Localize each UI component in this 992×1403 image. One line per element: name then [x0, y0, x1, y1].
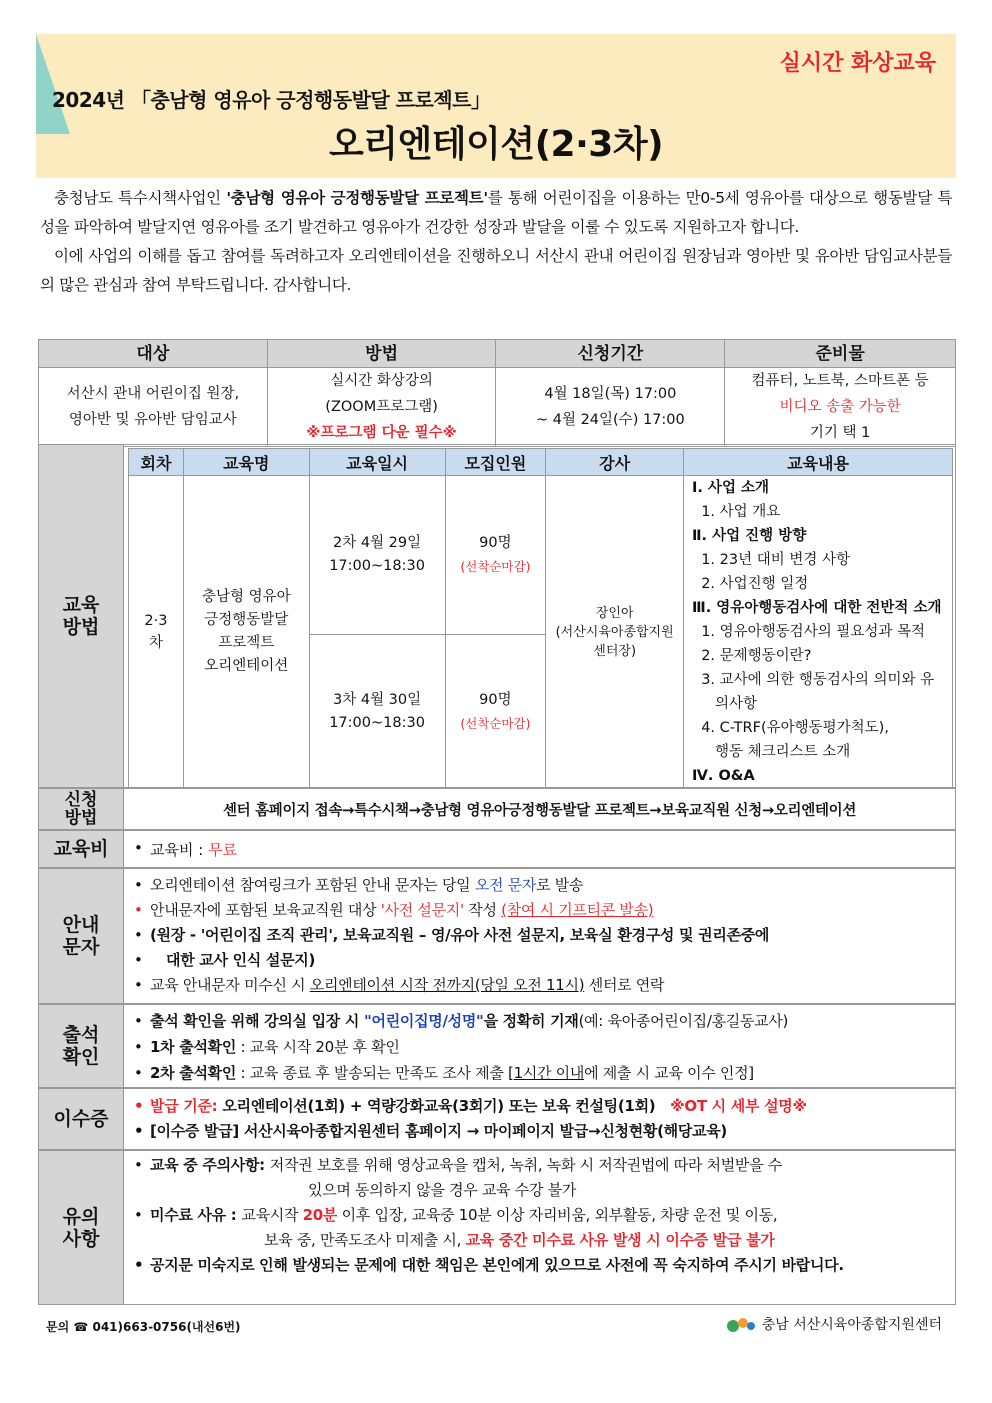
- label-notice: 안내 문자: [38, 868, 124, 1004]
- attend-item-1: • 출석 확인을 위해 강의실 입장 시 "어린이집명/성명"을 정확히 기재(예: 육아종어린이집/홍길동교사): [124, 1008, 955, 1034]
- title-banner: [36, 34, 956, 178]
- col-name: 교육명: [183, 449, 309, 476]
- fee-item: • 교육비 : 무료: [124, 839, 237, 860]
- cell-period: 4월 18일(목) 17:00 ~ 4월 24일(수) 17:00: [496, 368, 725, 447]
- notice-item-2-detail: • (원장 - '어린이집 조직 관리', 보육교직원 – 영/유아 사전 설문지, 보육실 환경구성 및 권리존중에: [124, 923, 955, 948]
- content-line: 행동 체크리스트 소개: [691, 744, 851, 760]
- content-list: [692, 476, 952, 788]
- cert-item-2: • [이수증 발급] 서산시육아종합지원센터 홈페이지 → 마이페이지 발급→신청현황(해당교육): [124, 1119, 955, 1144]
- content-line: Ⅰ. 사업 소개: [691, 480, 770, 496]
- fee-box: [124, 830, 956, 868]
- edu-schedule-table: [128, 448, 953, 789]
- header-prep: 준비물: [725, 340, 956, 368]
- content-line: Ⅱ. 사업 진행 방향: [691, 528, 807, 544]
- content-line: Ⅳ. O&A: [691, 768, 755, 784]
- summary-table: [38, 339, 956, 447]
- label-caution: 유의 사항: [38, 1150, 124, 1305]
- col-capacity: 모집인원: [445, 449, 546, 476]
- attend-item-3: • 2차 출석확인 : 교육 종료 후 발송되는 만족도 조사 제출 [1시간 이내에 제출 시 교육 이수 인정]: [124, 1060, 955, 1086]
- content-line: Ⅲ. 영유아행동검사에 대한 전반적 소개: [691, 600, 942, 616]
- content-line: 의사항: [691, 696, 758, 712]
- intro-paragraph-2: 이에 사업의 이해를 돕고 참여를 독려하고자 오리엔테이션을 진행하오니 서산시 관내 어린이집 원장님과 영아반 및 유아반 담임교사분들의 많은 관심과 참여 부탁드립니다. 감사합니다.: [40, 247, 952, 294]
- cell-teacher: 장인아 (서산시육아종합지원 센터장): [546, 476, 684, 789]
- org-name: 충남 서산시육아종합지원센터: [761, 1317, 942, 1333]
- cell-target: 서산시 관내 어린이집 원장, 영아반 및 유아반 담임교사: [39, 368, 268, 447]
- notice-item-2-detail-2: • 대한 교사 인식 설문지): [124, 948, 955, 973]
- cell-date-3: 3차 4월 30일 17:00~18:30: [309, 635, 445, 789]
- label-apply: 신청 방법: [38, 788, 124, 830]
- col-content: 교육내용: [683, 449, 952, 476]
- intro-text: [40, 184, 952, 300]
- cell-capacity-3: 90명 (선착순마감): [445, 635, 546, 789]
- cell-name: 충남형 영유아 긍정행동발달 프로젝트 오리엔테이션: [183, 476, 309, 789]
- notice-item-1: • 오리엔테이션 참여링크가 포함된 안내 문자는 당일 오전 문자로 발송: [124, 873, 955, 898]
- cell-round: 2·3 차: [129, 476, 184, 789]
- contact-info: 문의 ☎ 041)663-0756(내선6번): [46, 1320, 241, 1334]
- content-line: 2. 문제행동이란?: [691, 648, 812, 664]
- content-line: 3. 교사에 의한 행동검사의 의미와 유: [691, 672, 935, 688]
- content-line: 1. 영유아행동검사의 필요성과 목적: [691, 624, 925, 640]
- col-date: 교육일시: [309, 449, 445, 476]
- cert-box: [124, 1088, 956, 1150]
- header-period: 신청기간: [496, 340, 725, 368]
- center-logo-icon: [726, 1314, 756, 1334]
- cell-capacity-2: 90명 (선착순마감): [445, 476, 546, 635]
- header-target: 대상: [39, 340, 268, 368]
- notice-box: [124, 868, 956, 1004]
- content-line: 4. C-TRF(유아행동평가척도),: [691, 720, 889, 736]
- attend-item-2: • 1차 출석확인 : 교육 시작 20분 후 확인: [124, 1034, 955, 1060]
- cell-method: 실시간 화상강의 (ZOOM프로그램) ※프로그램 다운 필수※: [267, 368, 496, 447]
- header-method: 방법: [267, 340, 496, 368]
- caution-item-1: • 교육 중 주의사항: 저작권 보호를 위해 영상교육을 캡처, 녹취, 녹화 시 저작권법에 따라 처벌받을 수 있으며 동의하지 않을 경우 교육 수강 불가: [124, 1153, 951, 1203]
- apply-text: 센터 홈페이지 접속→특수시책→충남형 영유아긍정행동발달 프로젝트→보육교직원 신청→오리엔테이션: [124, 788, 956, 830]
- caution-box: [124, 1150, 956, 1305]
- live-tag: 실시간 화상교육: [779, 51, 936, 76]
- page-title: 오리엔테이션(2·3차): [328, 124, 664, 165]
- col-teacher: 강사: [546, 449, 684, 476]
- caution-item-2: • 미수료 사유 : 교육시작 20분 이후 입장, 교육중 10분 이상 자리비움, 외부활동, 차량 운전 및 이동, 보육 중, 만족도조사 미제출 시, 교육 중간 미수료 사유 발생 시 이수증 발급 불가: [124, 1203, 951, 1253]
- cell-date-2: 2차 4월 29일 17:00~18:30: [309, 476, 445, 635]
- cell-content: [683, 476, 952, 789]
- content-line: 1. 사업 개요: [691, 504, 781, 520]
- notice-item-3: • 교육 안내문자 미수신 시 오리엔테이션 시작 전까지(당일 오전 11시) 센터로 연락: [124, 973, 955, 998]
- label-cert: 이수증: [38, 1088, 124, 1150]
- label-edu-method: 교육 방법: [38, 444, 124, 788]
- intro-paragraph-1: 충청남도 특수시책사업인 '충남형 영유아 긍정행동발달 프로젝트'를 통해 어린이집을 이용하는 만0-5세 영유아를 대상으로 행동발달 특성을 파악하여 발달지연 영유아를 조기 발견하고 영유아가 건강한 성장과 발달을 이룰 수 있도록 지원하고자 합니다.: [40, 189, 952, 236]
- content-line: 1. 23년 대비 변경 사항: [691, 552, 850, 568]
- attend-box: [124, 1004, 956, 1088]
- content-line: 2. 사업진행 일정: [691, 576, 809, 592]
- col-round: 회차: [129, 449, 184, 476]
- banner-subtitle: 2024년 「충남형 영유아 긍정행동발달 프로젝트」: [52, 88, 491, 112]
- caution-item-3: • 공지문 미숙지로 인해 발생되는 문제에 대한 책임은 본인에게 있으므로 사전에 꼭 숙지하여 주시기 바랍니다.: [124, 1253, 951, 1278]
- notice-item-2: • 안내문자에 포함된 보육교직원 대상 '사전 설문지' 작성 (참여 시 기프티콘 발송): [124, 898, 955, 923]
- label-fee: 교육비: [38, 830, 124, 868]
- cert-item-1: • 발급 기준: 오리엔테이션(1회) + 역량강화교육(3회기) 또는 보육 컨설팅(1회) ※OT 시 세부 설명※: [124, 1094, 955, 1119]
- label-attend: 출석 확인: [38, 1004, 124, 1088]
- org-signature: [726, 1314, 942, 1334]
- cell-prep: 컴퓨터, 노트북, 스마트폰 등 비디오 송출 가능한 기기 택 1: [725, 368, 956, 447]
